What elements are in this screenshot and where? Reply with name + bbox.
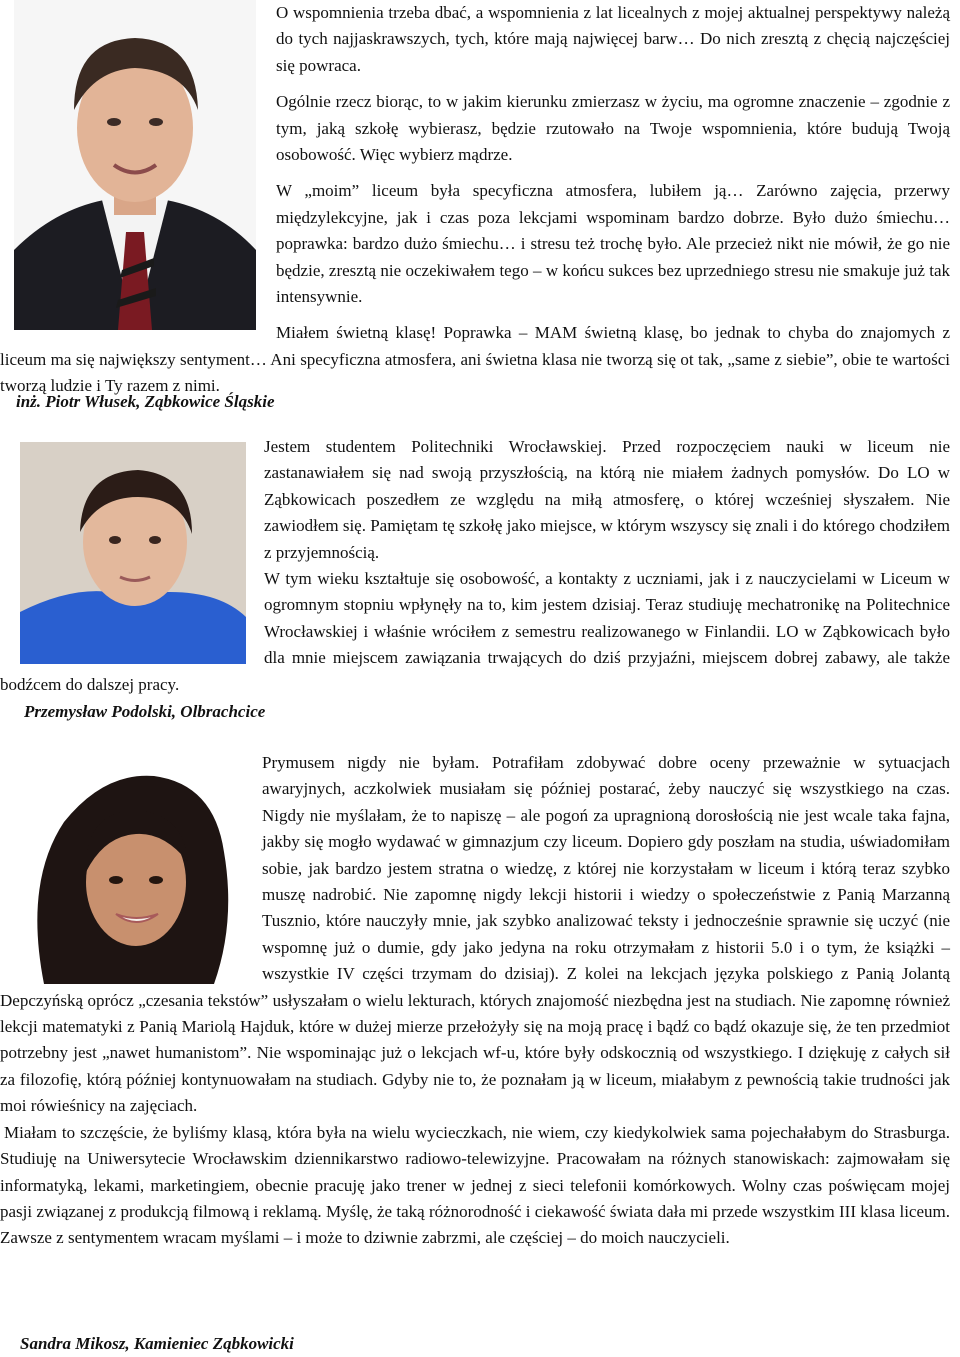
testimonial-piotr bbox=[0, 0, 960, 400]
paragraph: Jestem studentem Politechniki Wrocławskiej. Przed rozpoczęciem nauki w liceum nie zastanawiałem się nad swoją przyszłością, na którą nie miałem żadnych pomysłów. Do LO w Ząbkowicach poszedłem ze względu na miłą atmosferę, o której wcześniej słyszałem. Nie zawiodłem się. Pamiętam tę szkołę jako miejsce, w którym wszyscy się znali i do którego chodziłem z przyjemnością. bbox=[264, 437, 950, 562]
paragraph: Prymusem nigdy nie byłam. Potrafiłam zdobywać dobre oceny przeważnie w sytuacjach awaryjnych, aczkolwiek musiałam się później postarać, żeby nauczyć się wszystkiego na czas. Nigdy nie myślałam, że to napiszę – ale pogoń za upragnioną dorosłością nie jest wcale taka fajna, jakby się mogło wydawać w gimnazjum czy liceum. Dopiero gdy poszłam na studia, uświadomiłam sobie, jak bardzo jestem stratna o wiedzę, z której nie korzystałam w liceum i którą teraz szybko muszę nadrobić. Nie zapomnę nigdy lekcji historii i wiedzy o społeczeństwie z Panią Marzanną Tusznio, które nauczyły mnie, jak szybko analizować teksty i jednocześnie sprawnie się uczyć (nie wspomnę już o dumie, gdy jako jedyna na roku otrzymałam z historii 5.0 i o tym, że książki – wszystkie IV części trzymam do dzisiaj). Z kolei na lekcjach języka polskiego z Panią Jolantą Depczyńską oprócz „czesania tekstów” usłyszałam o wielu lekturach, których znajomość niezbędna jest na studiach. Nie zapomnę również lekcji matematyki z Panią Mariolą Hajduk, które w dużej mierze przełożyły się na moją pracę i bądź co bądź okazuje się, że ten przedmiot potrzebny jest „nawet humanistom”. Nie wspominając już o lekcjach wf-u, które były odskocznią od wszystkiego. I dziękuję z całych sił za filozofię, którą później kontynuowałam na studiach. Gdyby nie to, że poznałam ją w liceum, miałabym z pewnością takie trudności jak moi rówieśnicy na zajęciach. bbox=[0, 753, 950, 1116]
paragraph: W tym wieku kształtuje się osobowość, a kontakty z uczniami, jak i z nauczycielami w Liceum w ogromnym stopniu wpłynęły na to, kim jestem dzisiaj. Teraz studiuję mechatronikę na Politechnice Wrocławskiej i właśnie wróciłem z semestru realizowanego w Finlandii. LO w Ząbkowicach było dla mnie miejscem zawiązania trwających do dziś przyjaźni, miejscem dobrej zabawy, ale także bodźcem do dalszej pracy. bbox=[0, 569, 950, 694]
portrait-photo-przemyslaw bbox=[20, 442, 246, 664]
paragraph: Miałem świetną klasę! Poprawka – MAM świetną klasę, bo jednak to chyba do znajomych z liceum ma się największy sentyment… Ani specyficzna atmosfera, ani świetna klasa nie tworzą się ot tak, „same z siebie”, obie te wartości tworzą ludzie i Ty razem z nimi. bbox=[0, 323, 950, 396]
portrait-photo-sandra bbox=[24, 762, 244, 984]
signature-przemyslaw: Przemysław Podolski, Olbrachcice bbox=[24, 702, 266, 721]
portrait-photo-piotr bbox=[14, 0, 256, 330]
testimonial-przemyslaw bbox=[0, 434, 960, 698]
paragraph: Miałam to szczęście, że byliśmy klasą, która była na wielu wycieczkach, nie wiem, czy kiedykolwiek sama pojechałabym do Strasburga. Studiuję na Uniwersytecie Wrocławskim dziennikarstwo radiowo-telewizyjne. Pracowałam na różnych stanowiskach: zajmowałam się informatyką, lekami, marketingiem, obecnie pracuję jako trener w jednej z sieci telefonii komórkowych. Wolny czas poświęcam mojej pasji związanej z produkcją filmową i reklamą. Myślę, że taką różnorodność i ciekawość świata dała mi przede wszystkim III klasa liceum. Zawsze z sentymentem wracam myślami – i może to dziwnie zabrzmi, ale częściej – do moich nauczycieli. bbox=[0, 1122, 950, 1248]
testimonial-sandra bbox=[0, 750, 960, 1252]
paragraph: O wspomnienia trzeba dbać, a wspomnienia z lat licealnych z mojej aktualnej perspektywy należą do tych najjaskrawszych, tych, które mają najwięcej barw… Do nich zresztą z chęcią najczęściej się powraca. bbox=[276, 3, 950, 75]
paragraph: Ogólnie rzecz biorąc, to w jakim kierunku zmierzasz w życiu, ma ogromne znaczenie – zgodnie z tym, jaką szkołę wybierasz, będzie rzutowało na Twoje wspomnienia, które budują Twoją osobowość. Więc wybierz mądrze. bbox=[276, 92, 950, 165]
signature-sandra: Sandra Mikosz, Kamieniec Ząbkowicki bbox=[20, 1334, 294, 1353]
signature-piotr: inż. Piotr Włusek, Ząbkowice Śląskie bbox=[16, 392, 275, 411]
paragraph: W „moim” liceum była specyficzna atmosfera, lubiłem ją… Zarówno zajęcia, przerwy międzylekcyjne, jak i czas poza lekcjami wspominam bardzo dobrze. Było dużo śmiechu… poprawka: bardzo dużo śmiechu… i stresu też trochę było. Ale przecież nikt nie mówił, że go nie będzie, zresztą nie oczekiwałem tego – w końcu sukces bez uprzedniego stresu nie smakuje już tak intensywnie. bbox=[276, 181, 950, 307]
